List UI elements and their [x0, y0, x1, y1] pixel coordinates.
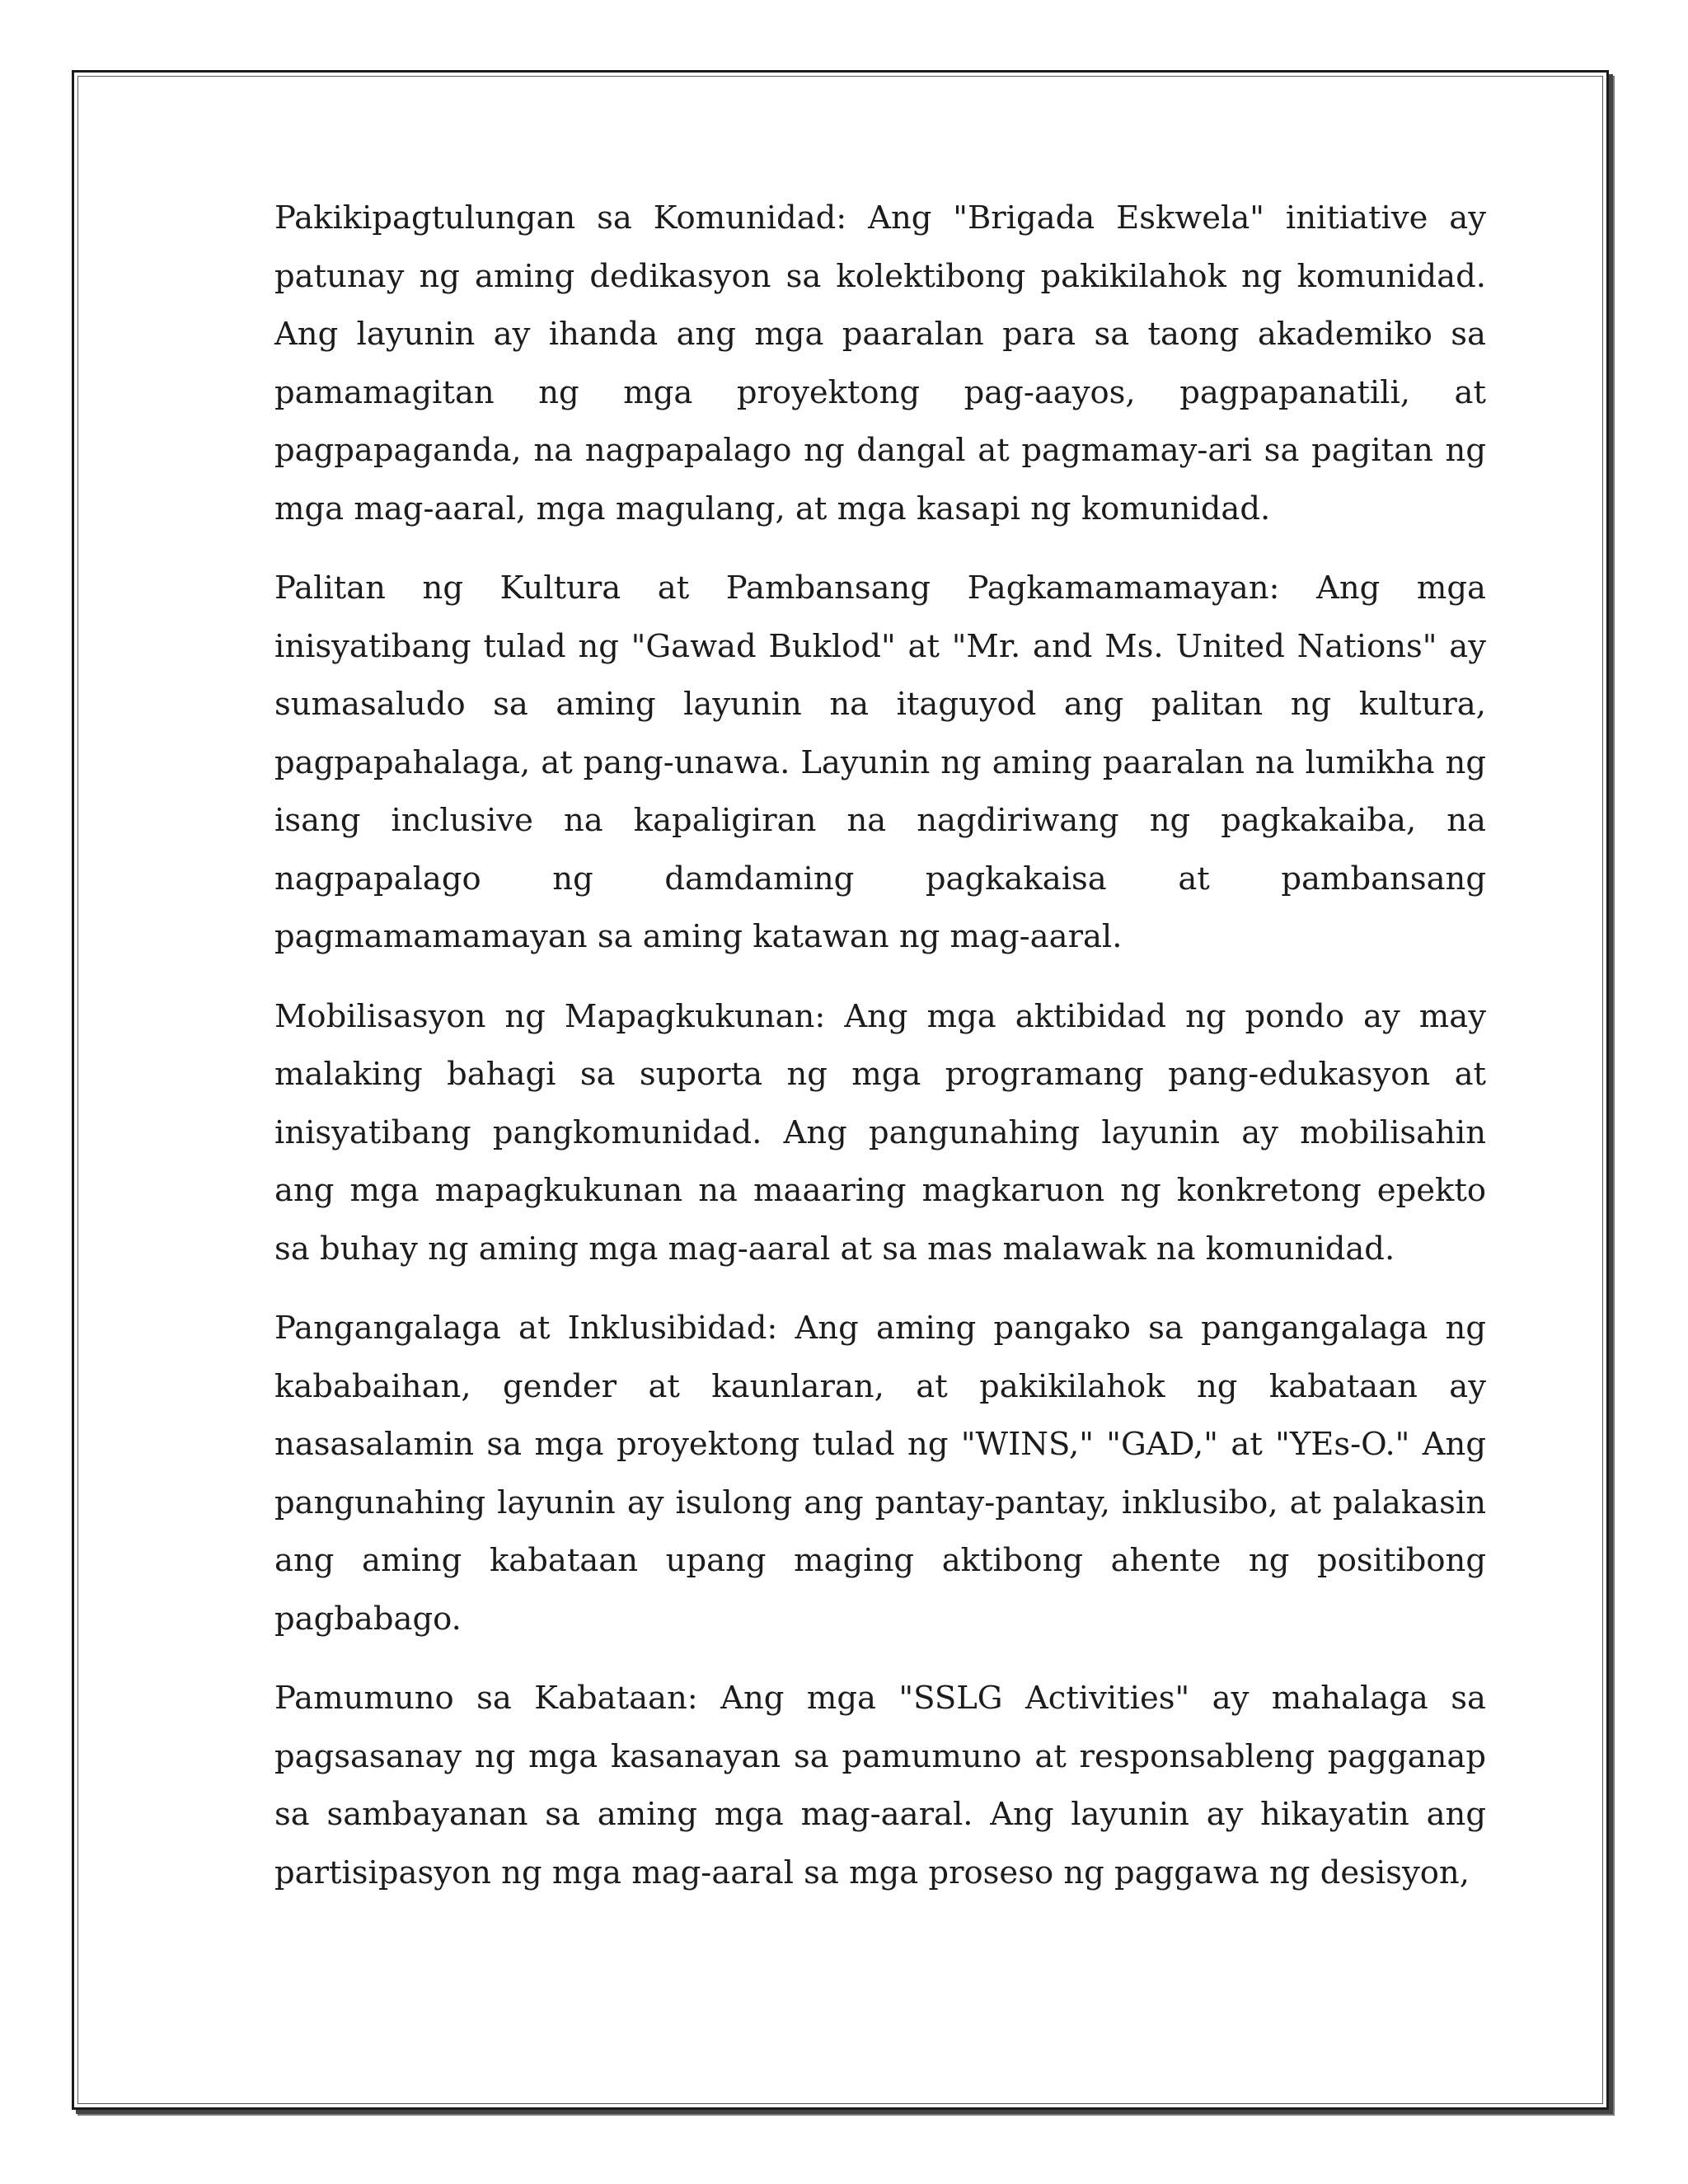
- paragraph-palitan-ng-kultura: Palitan ng Kultura at Pambansang Pagkamamamayan: Ang mga inisyatibang tulad ng "Gawad Buklod" at "Mr. and Ms. United Nations" ay sumasaludo sa aming layunin na itaguyod ang palitan ng kultura, pagpapahalaga, at pang-unawa. Layunin ng aming paaralan na lumikha ng isang inclusive na kapaligiran na nagdiriwang ng pagkakaiba, na nagpapalago ng damdaming pagkakaisa at pambansang pagmamamamayan sa aming katawan ng mag-aaral.: [274, 569, 1486, 955]
- document-body: [274, 190, 1486, 1924]
- paragraph-pamumuno: Pamumuno sa Kabataan: Ang mga "SSLG Activities" ay mahalaga sa pagsasanay ng mga kasanayan sa pamumuno at responsableng pagganap sa sambayanan sa aming mga mag-aaral. Ang layunin ay hikayatin ang partisipasyon ng mga mag-aaral sa mga proseso ng paggawa ng desisyon,: [274, 1680, 1486, 1891]
- paragraph-brigada-eskwela: Pakikipagtulungan sa Komunidad: Ang "Brigada Eskwela" initiative ay patunay ng aming dedikasyon sa kolektibong pakikilahok ng komunidad. Ang layunin ay ihanda ang mga paaralan para sa taong akademiko sa pamamagitan ng mga proyektong pag-aayos, pagpapanatili, at pagpapaganda, na nagpapalago ng dangal at pagmamay-ari sa pagitan ng mga mag-aaral, mga magulang, at mga kasapi ng komunidad.: [274, 199, 1486, 527]
- paragraph-mobilisasyon: Mobilisasyon ng Mapagkukunan: Ang mga aktibidad ng pondo ay may malaking bahagi sa suporta ng mga programang pang-edukasyon at inisyatibang pangkomunidad. Ang pangunahing layunin ay mobilisahin ang mga mapagkukunan na maaaring magkaruon ng konkretong epekto sa buhay ng aming mga mag-aaral at sa mas malawak na komunidad.: [274, 997, 1486, 1268]
- paragraph-pangangalaga: Pangangalaga at Inklusibidad: Ang aming pangako sa pangangalaga ng kababaihan, gender at kaunlaran, at pakikilahok ng kabataan ay nasasalamin sa mga proyektong tulad ng "WINS," "GAD," at "YEs-O." Ang pangunahing layunin ay isulong ang pantay-pantay, inklusibo, at palakasin ang aming kabataan upang maging aktibong ahente ng positibong pagbabago.: [274, 1310, 1486, 1638]
